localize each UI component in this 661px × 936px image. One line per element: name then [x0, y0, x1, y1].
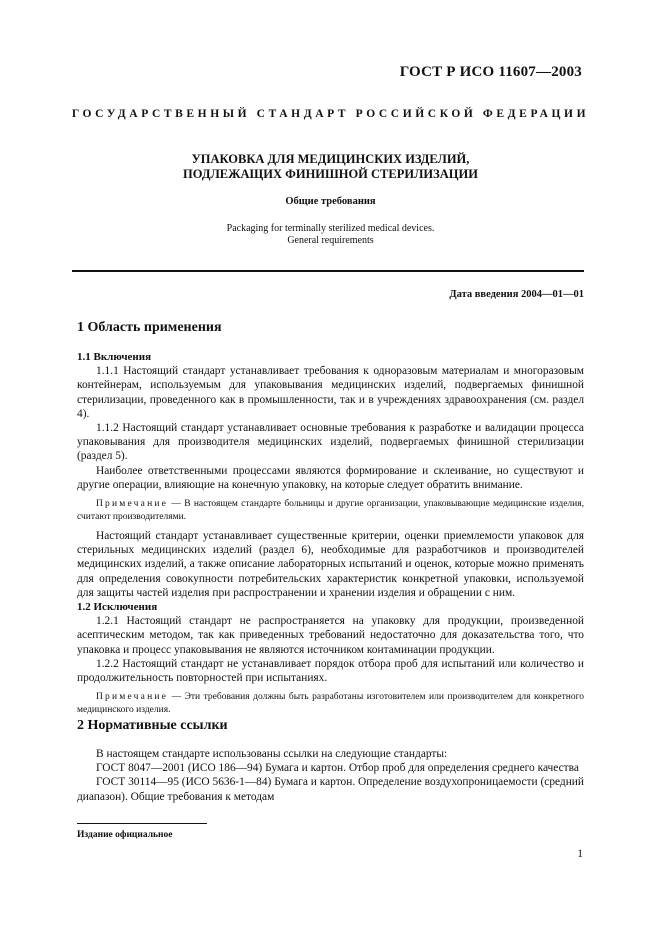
paragraph-1-1-2: 1.1.2 Настоящий стандарт устанавливает основные требования к разработке и валидации процесса упаковывания для производителя медицинских изделий, подвергаемых финишной стерилизации (раздел 5).: [77, 422, 584, 463]
subsection-1-2-heading: 1.2 Исключения: [77, 601, 158, 614]
reference-gost-30114: ГОСТ 30114—95 (ИСО 5636-1—84) Бумага и картон. Определение воздухопроницаемости (средний диапазон). Общие требования к методам: [77, 776, 584, 803]
page-number: 1: [577, 848, 583, 860]
paragraph-1-2-2: 1.2.2 Настоящий стандарт не устанавливает порядок отбора проб для испытаний или количество и продолжительность повторностей при испытаниях.: [77, 657, 584, 685]
gost-code: ГОСТ Р ИСО 11607—2003: [399, 64, 582, 80]
section-2-heading: 2 Нормативные ссылки: [77, 718, 228, 733]
reference-gost-8047: ГОСТ 8047—2001 (ИСО 186—94) Бумага и картон. Отбор проб для определения среднего качества: [96, 762, 579, 775]
section-1-body: [77, 350, 584, 722]
note-2-text: — Эти требования должны быть разработаны изготовителем или производителем для конкретного медицинского изделия.: [77, 692, 584, 715]
official-edition-label: Издание официальное: [77, 830, 173, 840]
title-line-1: УПАКОВКА ДЛЯ МЕДИЦИНСКИХ ИЗДЕЛИЙ,: [191, 152, 470, 166]
note-2: [77, 691, 584, 716]
references-intro: В настоящем стандарте использованы ссылки на следующие стандарты:: [96, 748, 448, 760]
introduction-date: Дата введения 2004—01—01: [449, 289, 584, 300]
paragraph-criteria: Настоящий стандарт устанавливает существенные критерии, оценки приемлемости упаковок для стерильных медицинских изделий (раздел 6), необходимые для разработчиков и производителей медицинских изделий, а также описание лабораторных испытаний и оценок, которые можно применять для определения совокупности потребительских характеристик конкретной упаковки, используемой для защиты частей изделия при распространении и хранении изделия и обращении с ним.: [77, 530, 584, 599]
english-title-line-2: General requirements: [287, 235, 374, 246]
note-1: [77, 498, 584, 523]
document-title: [50, 152, 611, 182]
note-1-text: — В настоящем стандарте больницы и другие организации, упаковывающие медицинские изделия, считают производителями.: [77, 499, 584, 522]
title-divider: [72, 270, 584, 272]
section-1-heading: 1 Область применения: [77, 320, 222, 335]
subsection-1-1-heading: 1.1 Включения: [77, 351, 152, 363]
title-line-2: ПОДЛЕЖАЩИХ ФИНИШНОЙ СТЕРИЛИЗАЦИИ: [183, 167, 478, 181]
document-subtitle: Общие требования: [285, 196, 376, 207]
paragraph-1-1-1: 1.1.1 Настоящий стандарт устанавливает требования к одноразовым материалам и многоразовым контейнерам, используемым для упаковывания медицинских изделий, подвергаемых финишной стерилизации, проведенного как в промышленности, так и в учреждениях здравоохранения (см. раздел 4).: [77, 365, 584, 420]
section-2-body: [77, 747, 584, 804]
paragraph-1-2-1: 1.2.1 Настоящий стандарт не распространяется на упаковку для продукции, произведенной асептическим методом, так как приведенных требований недостаточно для доказательства того, что упаковка и процесс упаковывания не являются источником контаминации продукции.: [77, 615, 584, 656]
note-2-label: Примечание: [96, 692, 169, 703]
english-title: [50, 223, 611, 247]
note-1-label: Примечание: [96, 499, 169, 510]
state-standard-banner: ГОСУДАРСТВЕННЫЙ СТАНДАРТ РОССИЙСКОЙ ФЕДЕРАЦИИ: [71, 108, 590, 120]
footer-divider: [77, 823, 207, 824]
english-title-line-1: Packaging for terminally sterilized medical devices.: [226, 223, 435, 234]
paragraph-responsible-processes: Наиболее ответственными процессами являются формирование и склеивание, но существуют и другие операции, влияющие на конечную упаковку, на которые следует обратить внимание.: [77, 464, 584, 491]
